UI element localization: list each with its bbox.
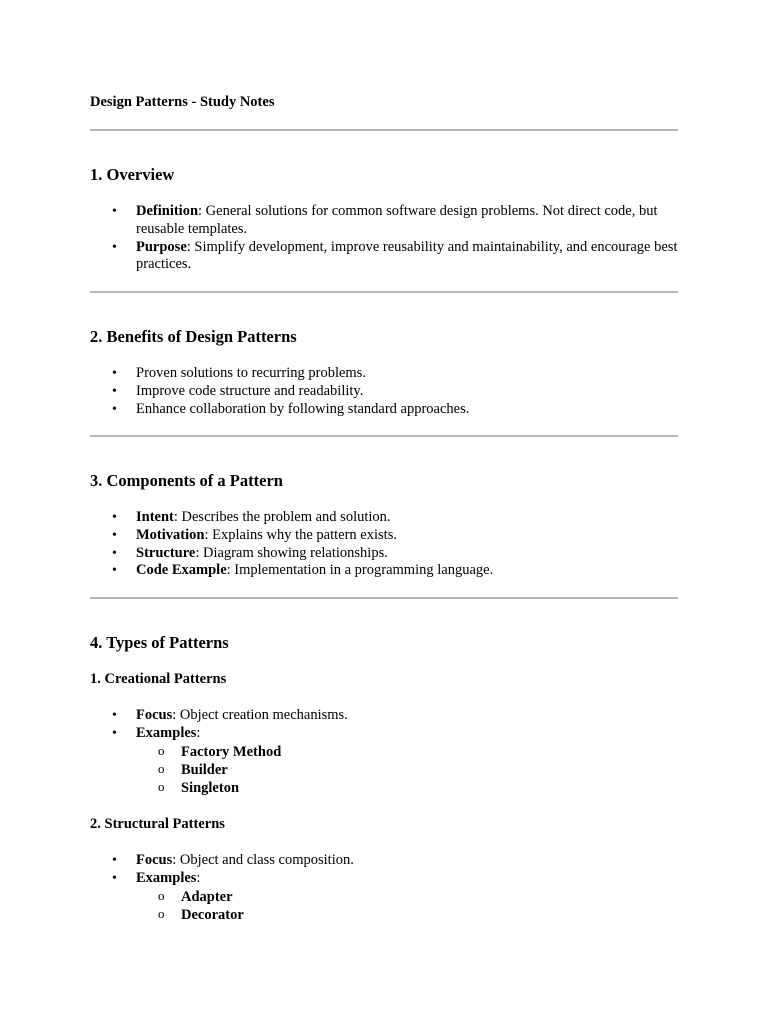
list-item xyxy=(90,203,678,239)
examples-colon: : xyxy=(196,869,201,886)
creational-list xyxy=(90,707,678,797)
term-motivation: Motivation xyxy=(136,526,205,543)
subsection-heading-structural: 2. Structural Patterns xyxy=(90,816,225,832)
structural-examples-list xyxy=(136,888,678,924)
list-item: o Decorator xyxy=(136,906,678,924)
components-list xyxy=(90,509,678,580)
term-purpose: Purpose xyxy=(136,238,187,255)
list-item: o Singleton xyxy=(136,779,678,797)
term-focus: Focus xyxy=(136,707,173,723)
overview-list xyxy=(90,203,678,274)
focus-text: : Object and class composition. xyxy=(172,852,354,868)
list-item xyxy=(90,707,678,725)
term-intent: Intent xyxy=(136,509,174,525)
list-item xyxy=(90,527,678,545)
focus-text: : Object creation mechanisms. xyxy=(172,707,348,723)
term-examples: Examples xyxy=(136,724,197,741)
term-examples: Examples xyxy=(136,869,197,886)
subsection-heading-creational: 1. Creational Patterns xyxy=(90,671,227,687)
term-focus: Focus xyxy=(136,852,173,868)
list-item: o Builder xyxy=(136,761,678,779)
list-item: • Improve code structure and readability. xyxy=(90,383,678,401)
benefits-list xyxy=(90,365,678,418)
term-definition: Definition xyxy=(136,203,199,219)
list-item xyxy=(90,852,678,870)
document-title: Design Patterns - Study Notes xyxy=(90,94,275,110)
purpose-text: : Simplify development, improve reusability and maintainability, and encourage best practices. xyxy=(136,238,678,273)
section-heading-overview: 1. Overview xyxy=(90,165,175,184)
list-item: • Proven solutions to recurring problems. xyxy=(90,365,678,383)
term-structure: Structure xyxy=(136,544,196,561)
list-item xyxy=(90,509,678,527)
section-heading-components: 3. Components of a Pattern xyxy=(90,471,283,490)
horizontal-rule xyxy=(90,129,678,131)
list-item xyxy=(90,545,678,563)
section-heading-types: 4. Types of Patterns xyxy=(90,633,229,652)
creational-examples-list xyxy=(136,743,678,797)
structure-text: : Diagram showing relationships. xyxy=(195,544,388,561)
horizontal-rule xyxy=(90,597,678,599)
examples-colon: : xyxy=(196,724,201,741)
list-item xyxy=(90,725,678,797)
motivation-text: : Explains why the pattern exists. xyxy=(204,526,397,543)
list-item xyxy=(90,870,678,924)
code-example-text: : Implementation in a programming language. xyxy=(226,562,494,579)
intent-text: : Describes the problem and solution. xyxy=(173,509,391,525)
definition-text: : General solutions for common software design problems. Not direct code, but reusable templates. xyxy=(136,203,658,237)
list-item xyxy=(90,562,678,580)
horizontal-rule xyxy=(90,291,678,293)
term-code-example: Code Example xyxy=(136,562,227,579)
list-item xyxy=(90,239,678,275)
list-item: • Enhance collaboration by following standard approaches. xyxy=(90,401,678,419)
structural-list xyxy=(90,852,678,924)
horizontal-rule xyxy=(90,435,678,437)
list-item: o Adapter xyxy=(136,888,678,906)
list-item: o Factory Method xyxy=(136,743,678,761)
section-heading-benefits: 2. Benefits of Design Patterns xyxy=(90,327,297,346)
